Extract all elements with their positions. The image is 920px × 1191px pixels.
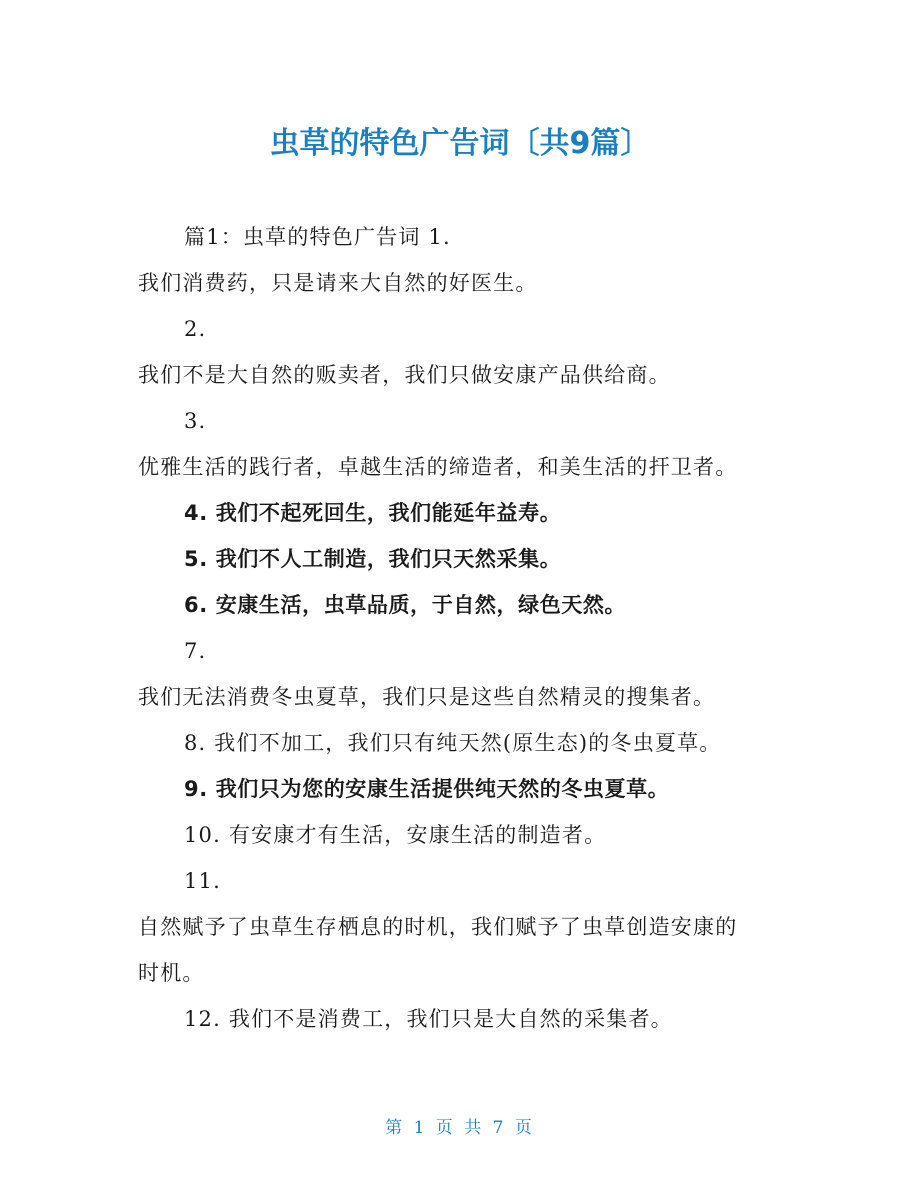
text-line: 11. (184, 869, 221, 893)
document-body (138, 214, 798, 1042)
text-line: 我们消费药，只是请来大自然的好医生。 (138, 271, 538, 295)
text-line: 4. 我们不起死回生，我们能延年益寿。 (184, 501, 562, 525)
text-line: 5. 我们不人工制造，我们只天然采集。 (184, 547, 562, 571)
text-line: 时机。 (138, 961, 205, 985)
text-line: 优雅生活的践行者，卓越生活的缔造者，和美生活的扞卫者。 (138, 455, 738, 479)
text-line: 9. 我们只为您的安康生活提供纯天然的冬虫夏草。 (184, 777, 670, 801)
text-line: 3. (184, 409, 207, 433)
document-title: 虫草的特色广告词〔共9篇〕 (269, 126, 651, 161)
text-line: 篇1：虫草的特色广告词 1. (184, 225, 451, 249)
page-footer: 第 1 页 共 7 页 (385, 1118, 535, 1138)
text-line: 10. 有安康才有生活，安康生活的制造者。 (184, 823, 607, 847)
text-line: 自然赋予了虫草生存栖息的时机，我们赋予了虫草创造安康的 (138, 915, 738, 939)
text-line: 我们无法消费冬虫夏草，我们只是这些自然精灵的搜集者。 (138, 685, 716, 709)
text-line: 6. 安康生活，虫草品质，于自然，绿色天然。 (184, 593, 627, 617)
text-line: 12. 我们不是消费工，我们只是大自然的采集者。 (184, 1007, 673, 1031)
text-line: 8. 我们不加工，我们只有纯天然(原生态)的冬虫夏草。 (184, 731, 722, 755)
text-line: 2. (184, 317, 207, 341)
text-line: 我们不是大自然的贩卖者，我们只做安康产品供给商。 (138, 363, 671, 387)
text-line: 7. (184, 639, 207, 663)
